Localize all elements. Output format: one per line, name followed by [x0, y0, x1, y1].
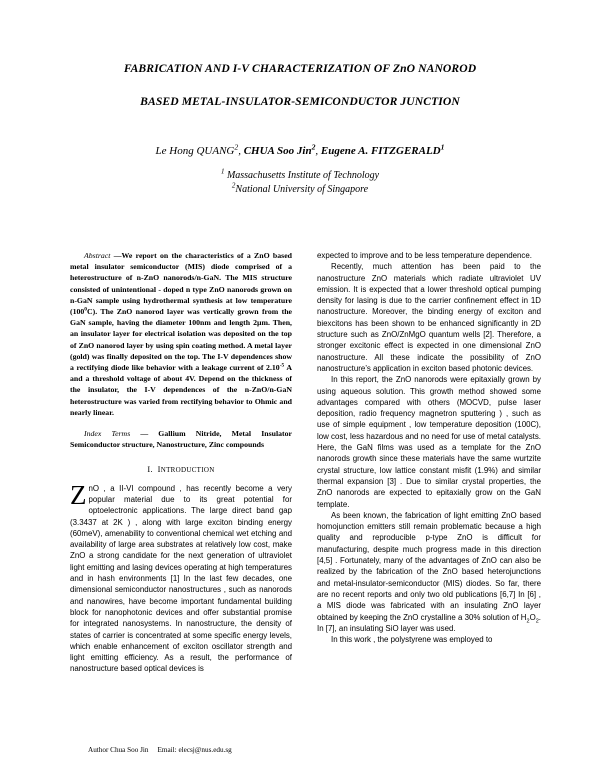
right-column	[317, 250, 541, 645]
abstract: Abstract —We report on the characteristics of a ZnO based metal insulator semiconductor (MIS) diode comprised of a heterostructure of n-ZnO nanorods/n-GaN. The MIS structure consisted of unintentional - doped n type ZnO nanorods grown on n-GaN sample using hydrothermal synthesis at low temperature $(100^0C)$. The ZnO nanorod layer was vertically grown from the GaN sample, having the diameter 100nm and length 2µm. Then, an insulator layer for electrical isolation was deposited on the top of ZnO nanorod layer by using spin coating method. A metal layer (gold) was finally deposited on the top. The I-V dependences show a rectifying diode like behavior with a leakage current of $2.10^{-5}$ A and a threshold voltage of about 4V. Depend on the thickness of the insulator, the I-V dependences of the n-ZnO/n-GaN heterostructure was varied from rectifying behavior to Ohmic and nearly linear.	[70, 251, 292, 417]
author-name: Le Hong QUANG	[155, 145, 235, 157]
footnote-email: Email: elecsj@nus.edu.sg	[157, 746, 232, 754]
left-column	[70, 250, 292, 675]
body-paragraph: Recently, much attention has been paid to the nanostructure ZnO materials which radiate ultraviolet UV emission. It is expected that a lower threshold optical pumping density for lasing is due to the carrier confinement effect in 1D nanostructure. Moreover, the binding energy of exciton and biexcitons has been shown to be enhanced significantly in 2D structure such as ZnO/ZnMgO quantum wells [2]. Therefore, a stronger excitonic effect is expected in one dimensional ZnO nanostructure. All these indicate the possibility of ZnO nanostructure’s application in exciton based photonic devices.	[317, 262, 541, 373]
index-terms-label: Index Terms	[84, 429, 131, 439]
author-list: Le Hong QUANG$^2$, CHUA Soo Jin$^2$, Eugene A. FITZGERALD$^1$	[155, 142, 445, 157]
body-paragraph: In this report, the ZnO nanorods were epitaxially grown by using aqueous solution. This growth method showed some advantages compared with others (MOCVD, pulse laser deposition, radio frequency magnetron sputtering ) , such as use of simple equipment , low temperature deposition (100C), low cost, less hazardous and no need for use of metal catalysts. Here, the GaN films was used as a template for the ZnO nanorods growth since these materials have the same wurtzite crystal structure, low lattice constant misfit (1.9%) and similar thermal expansion [3] . Due to similar crystal properties, the ZnO nanorods are expected to epitaxially grow on the GaN template.	[317, 375, 541, 509]
section-heading-introduction: I. INTRODUCTION	[147, 465, 215, 475]
body-paragraph: In this work , the polystyrene was employed to	[331, 635, 493, 645]
index-terms: Index Terms — Gallium Nitride, Metal Insulator Semiconductor structure, Nanostructure, Zinc compounds	[70, 429, 292, 450]
drop-cap: Z	[70, 479, 87, 510]
paper-title-line-2: BASED METAL-INSULATOR-SEMICONDUCTOR JUNCTION	[140, 95, 460, 108]
author-affiliation-mark: 1	[440, 142, 445, 152]
footnote-author: Author Chua Soo Jin	[88, 746, 149, 754]
affiliation-2: $^2$National University of Singapore	[231, 181, 369, 195]
author-affiliation-mark: 2	[234, 142, 239, 152]
body-paragraph: As been known, the fabrication of light emitting ZnO based homojunction emitters still remain problematic because a high quality and reproducible p-type ZnO is difficult for manufacturing, despite much progress made in this direction [4,5] . Fortunately, many of the advantages of ZnO can also be realized by the fabrication of the ZnO based heterojunctions and metal-insulator-semiconductor (MIS) diodes. So far, there are no recent reports and only two old publications [6,7] In [6] , a MIS diode was fabricated with an insulating ZnO layer obtained by keeping the ZnO crystalline a 30% solution of $H_2O_2$. In [7], an insulating SiO layer was used.	[317, 510, 541, 633]
author-name: CHUA Soo Jin	[243, 145, 312, 157]
author-affiliation-mark: 2	[311, 142, 316, 152]
author-name: Eugene A. FITZGERALD	[320, 145, 441, 157]
abstract-label: Abstract	[84, 251, 111, 260]
paper-title-line-1: FABRICATION AND I-V CHARACTERIZATION OF ZnO NANOROD	[123, 62, 477, 75]
body-paragraph: expected to improve and to be less temperature dependence.	[317, 251, 532, 260]
affiliation-1: $^1$ Massachusetts Institute of Technology	[220, 167, 380, 181]
introduction-paragraph: ZnO , a II-VI compound , has recently become a very popular material due to its great potential for optoelectronic applications. The large direct band gap (3.3437 at 2K ) , along with large exciton binding energy (60meV), amenability to conventional chemical wet etching and availability of large area substrates at relatively low cost, make ZnO a strong candidate for the next generation of ultraviolet light emitting and lasing devices operating at high temperatures and in hash environments [1] In the last few decades, one dimensional semiconductor nanostructures , such as nanorods and nanowires, have become important fundamental building block for nanophotonic devices and offer substantial promise for integrated nanosystems. In nanostructure, the density of states of carrier is concentrated at some specific energy levels, which enable enhancement of exciton oscillator strength and light emitting efficiency. As a result, the performance of nanostructure based optical devices is	[70, 479, 292, 674]
footnote-contact	[88, 746, 232, 754]
